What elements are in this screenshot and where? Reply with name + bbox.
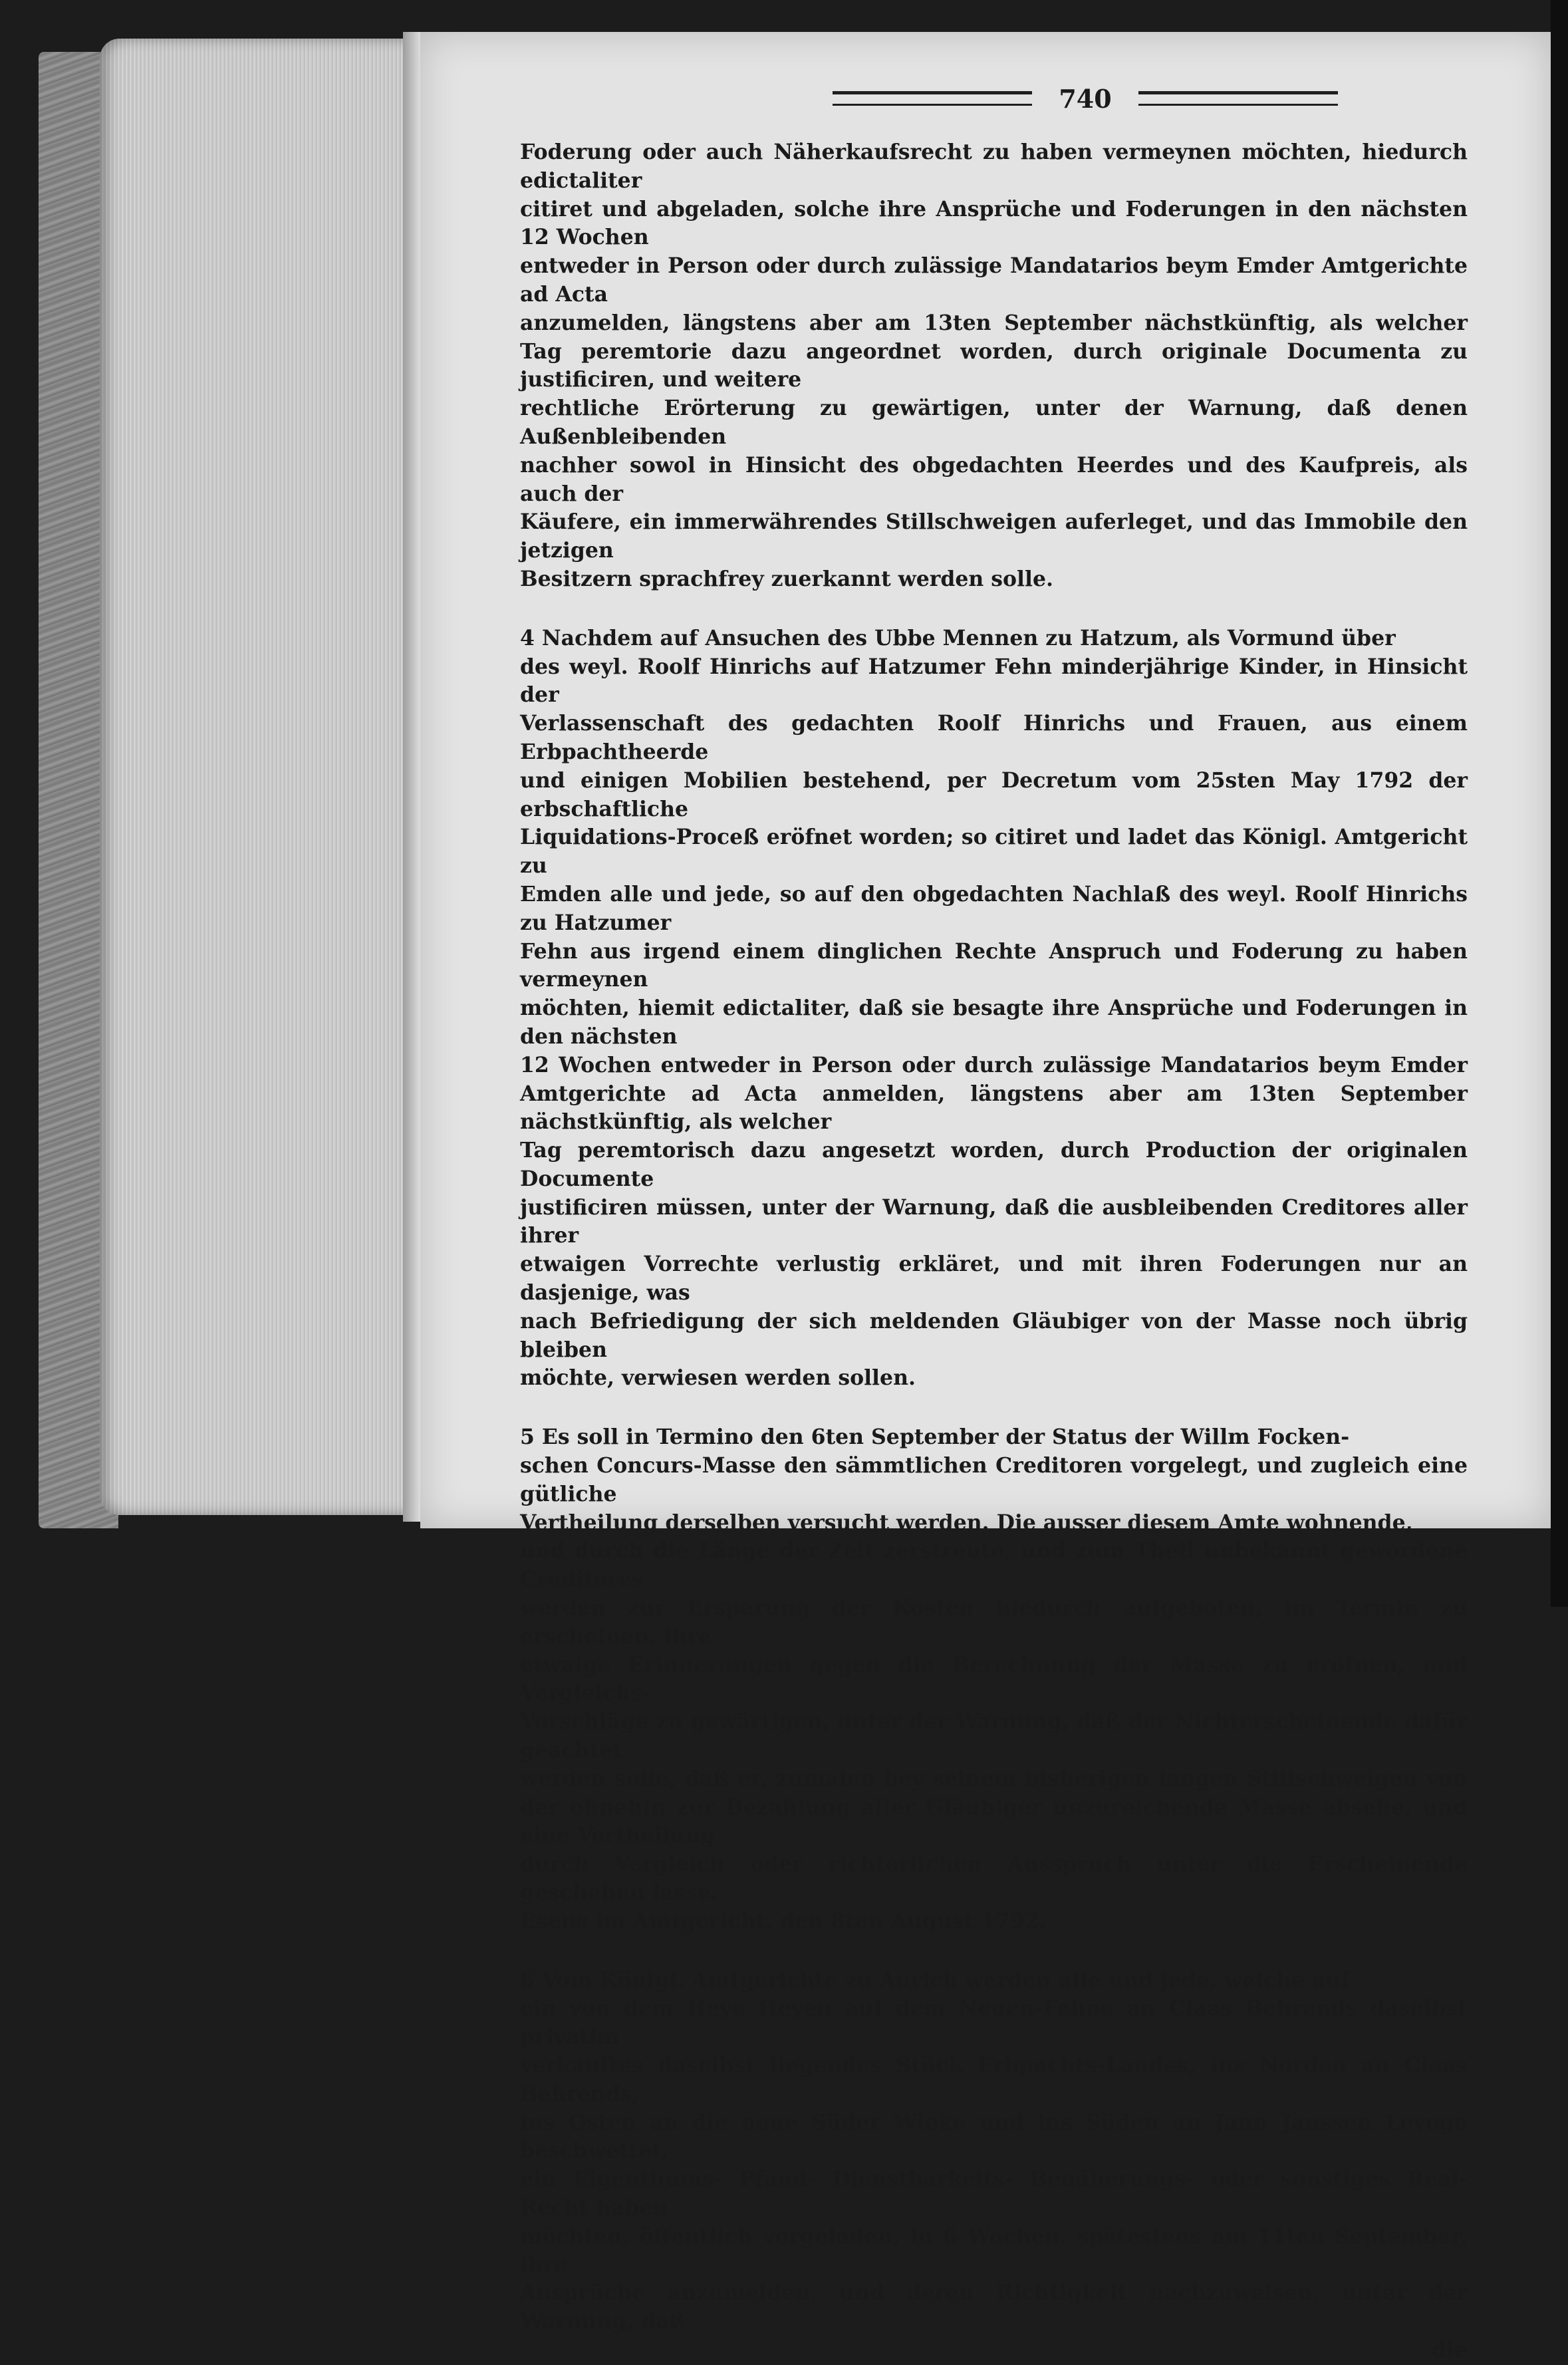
page-edge xyxy=(403,32,422,1522)
paragraph-1: Foderung oder auch Näherkaufsrecht zu haben vermeynen möchten, hiedurch edictaliter citiret und abgeladen, solche ihre Ansprüche und Foderungen in den nächsten 12 Wochen entweder in Person oder durch zulässige Mandatarios beym Emder Amtgerichte ad Acta anzumelden, längstens aber am 13ten September nächstkünftig, als welcher Tag peremtorie dazu angeordnet worden, durch originale Documenta zu justificiren, und weitere rechtliche Erörterung zu gewärtigen, unter der Warnung, daß denen Außenbleibenden nachher sowol in Hinsicht des obgedachten Heerdes und des Kaufpreis, als auch der Käufere, ein immerwährendes Stillschweigen auferleget, und das Immobile den jetzigen Besitzern sprachfrey zuerkannt werden solle. xyxy=(520,140,1468,591)
page-header xyxy=(753,78,1418,118)
background-edge xyxy=(1551,0,1568,1607)
page-number: 740 xyxy=(1059,83,1112,114)
header-rule-left xyxy=(833,91,1032,106)
catchword: die xyxy=(1431,2337,1468,2362)
book-page xyxy=(420,32,1551,2362)
page-stack xyxy=(100,39,419,1515)
paragraph-2: 4 Nachdem auf Ansuchen des Ubbe Mennen zu Hatzum, als Vormund über des weyl. Roolf Hinrichs auf Hatzumer Fehn minderjährige Kinder, in Hinsicht der Verlassenschaft des gedachten Roolf Hinrichs und Frauen, aus einem Erbpachtheerde und einigen Mobilien bestehend, per Decretum vom 25sten May 1792 der erbschaftliche Liquidations-Proceß eröfnet worden; so citiret und ladet das Königl. Amtgericht zu Emden alle und jede, so auf den obgedachten Nachlaß des weyl. Roolf Hinrichs zu Hatzumer Fehn aus irgend einem dinglichen Rechte Anspruch und Foderung zu haben vermeynen möchten, hiemit edictaliter, daß sie besagte ihre Ansprüche und Foderungen in den nächsten 12 Wochen entweder in Person oder durch zulässige Mandatarios beym Emder Amtgerichte ad Acta anmelden, längstens aber am 13ten September nächstkünftig, als welcher Tag peremtorisch dazu angesetzt worden, durch Production der originalen Documente justificiren müssen, unter der Warnung, daß die ausbleibenden Creditores aller ihrer etwaigen Vorrechte verlustig erkläret, und mit ihren Foderungen nur an dasjenige, was nach Befriedigung der sich meldenden Gläubiger von der Masse noch übrig bleiben möchte, verwiesen werden sollen. xyxy=(520,625,1468,1391)
header-rule-right xyxy=(1138,91,1338,106)
paragraph-3: 5 Es soll in Termino den 6ten September der Status der Willm Focken- schen Concurs-Masse den sämmtlichen Creditoren vorgelegt, und zugleich eine gütliche Vertheilung derselben versucht werden. Die ausser diesem Amte wohnende, und durch die Länge der Zeit zerstreute, und zum Theil unbekannt gewordene Creditores werden zur Ersparung der Kosten hiedurch aufgeboten, im Termin zu erscheinen, ihre etwaige Erinnerungen gegen die Berechnung der Masse zu eröfnen, und Vergleichs- Vorschläge zu gewärtigen, unter der Warnung, daß der Nichterscheinende dafür geachtet werden solle, daß er, zumalen bey seinem bisherigen langen Stillschweigen von der ohnehin zur Bezahlung aller Gläubiger unzureichende Masse absehe, und eine Vertheilung durch Vergleich oder richterlichen Ausspruch unter die Erscheinende geschehen lasse. Esens im Amtgericht, den 8ten August 1792. xyxy=(520,1425,1468,1933)
paragraph-4: 6 Vom Königl. Amtgerichte zu Aurich werden alle und jede, welche auf ein von dem Heye Heyen auf dem Neuen-Fehne an Claas Behrends daselbst privatim verkauftes daselbst liegendes Stück Erbpachts-Landes, ins Norden an Claas Behrends, ins Osten an die neue Süder Wieke und ins Süden an Jann Janssen Levoge beschwettet, ein Eigenthums- Pfand- Dienstbarkeits- Benäherungs- oder sonstiges Real-Recht haben möchten, öffentlich vorgeladen, in 6 Wochen, spätestens am 11ten September, ihre Ansprüche anzumelden, und deren Richtigkeit nachzuweisen, unter der Warnung, daß xyxy=(520,1967,1468,2334)
page-body xyxy=(520,138,1468,2365)
